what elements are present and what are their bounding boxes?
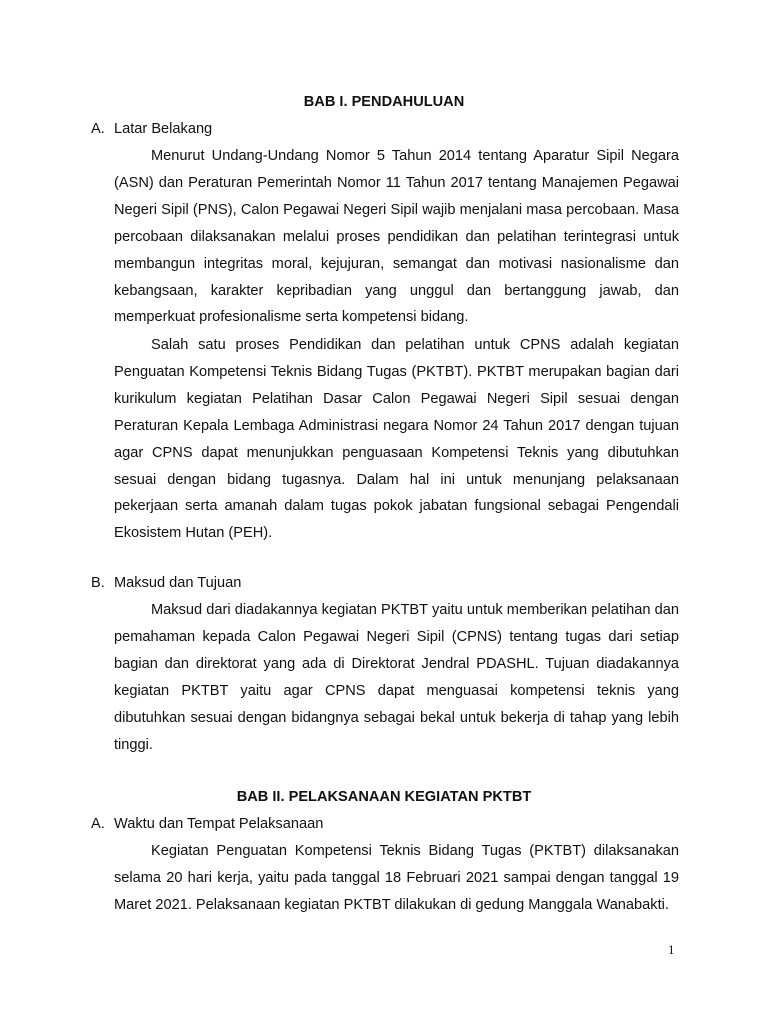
section-1a-letter: A. — [91, 121, 105, 137]
section-1a-title: Latar Belakang — [114, 121, 213, 137]
section-2a-title: Waktu dan Tempat Pelaksanaan — [114, 816, 324, 832]
section-1b-paragraph-1: Maksud dari diadakannya kegiatan PKTBT yaitu untuk memberikan pelatihan dan pemahaman kepada Calon Pegawai Negeri Sipil (CPNS) tentang tugas dari setiap bagian dan direktorat yang ada di Direktorat Jendral PDASHL. Tujuan diadakannya kegiatan PKTBT yaitu agar CPNS dapat menguasai kompetensi teknis yang dibutuhkan sesuai dengan bidangnya sebagai bekal untuk bekerja di tahap yang lebih tinggi. — [114, 602, 679, 753]
section-1a-paragraph-2: Salah satu proses Pendidikan dan pelatihan untuk CPNS adalah kegiatan Penguatan Kompetensi Teknis Bidang Tugas (PKTBT). PKTBT merupakan bagian dari kurikulum kegiatan Pelatihan Dasar Calon Pegawai Negeri Sipil sesuai dengan Peraturan Kepala Lembaga Administrasi negara Nomor 24 Tahun 2017 dengan tujuan agar CPNS dapat menunjukkan penguasaan Kompetensi Teknis yang dibutuhkan sesuai dengan bidang tugasnya. Dalam hal ini untuk menunjang pelaksanaan pekerjaan serta amanah dalam tugas pokok jabatan fungsional sebagai Pengendali Ekosistem Hutan (PEH). — [114, 337, 679, 542]
section-1a-paragraph-1: Menurut Undang-Undang Nomor 5 Tahun 2014 tentang Aparatur Sipil Negara (ASN) dan Peraturan Pemerintah Nomor 11 Tahun 2017 tentang Manajemen Pegawai Negeri Sipil (PNS), Calon Pegawai Negeri Sipil wajib menjalani masa percobaan. Masa percobaan dilaksanakan melalui proses pendidikan dan pelatihan terintegrasi untuk membangun integritas moral, kejujuran, semangat dan motivasi nasionalisme dan kebangsaan, karakter kepribadian yang unggul dan bertanggung jawab, dan memperkuat profesionalisme serta kompetensi bidang. — [114, 148, 679, 326]
section-1b-title: Maksud dan Tujuan — [114, 575, 242, 591]
section-1b-heading — [91, 573, 241, 593]
section-1b-letter: B. — [91, 575, 105, 591]
section-2a-heading — [91, 814, 323, 834]
section-1a-heading — [91, 119, 212, 139]
page-number: 1 — [668, 942, 675, 957]
section-2a-paragraph-1: Kegiatan Penguatan Kompetensi Teknis Bidang Tugas (PKTBT) dilaksanakan selama 20 hari kerja, yaitu pada tanggal 18 Februari 2021 sampai dengan tanggal 19 Maret 2021. Pelaksanaan kegiatan PKTBT dilakukan di gedung Manggala Wanabakti. — [114, 843, 679, 913]
section-2a-letter: A. — [91, 816, 105, 832]
chapter-2-title: BAB II. PELAKSANAAN KEGIATAN PKTBT — [236, 789, 532, 805]
chapter-1-title: BAB I. PENDAHULUAN — [303, 94, 465, 110]
